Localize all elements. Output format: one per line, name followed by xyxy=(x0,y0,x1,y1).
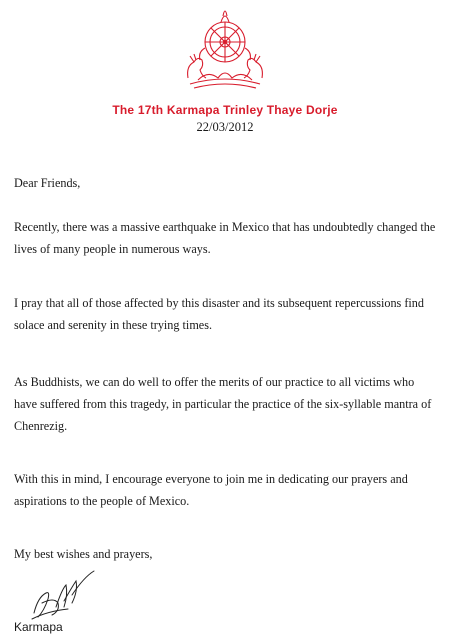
letter-date: 22/03/2012 xyxy=(196,120,254,134)
dharma-wheel-emblem-icon xyxy=(180,4,270,94)
paragraph-2: I pray that all of those affected by this disaster and its subsequent repercussions find solace and serenity in these trying times. xyxy=(14,296,424,332)
salutation: Dear Friends, xyxy=(14,176,81,190)
paragraph-3: As Buddhists, we can do well to offer the merits of our practice to all victims who have suffered from this tragedy, in particular the practice of the six-syllable mantra of Chenrezig. xyxy=(14,375,432,433)
paragraph-4: With this in mind, I encourage everyone to join me in dedicating our prayers and aspirations to the people of Mexico. xyxy=(14,472,408,508)
signer-name: Karmapa xyxy=(14,620,63,634)
letterhead-name: The 17th Karmapa Trinley Thaye Dorje xyxy=(112,103,338,117)
closing: My best wishes and prayers, xyxy=(14,547,153,561)
paragraph-1: Recently, there was a massive earthquake in Mexico that has undoubtedly changed the lives of many people in numerous ways. xyxy=(14,220,436,256)
handwritten-signature xyxy=(28,567,98,625)
